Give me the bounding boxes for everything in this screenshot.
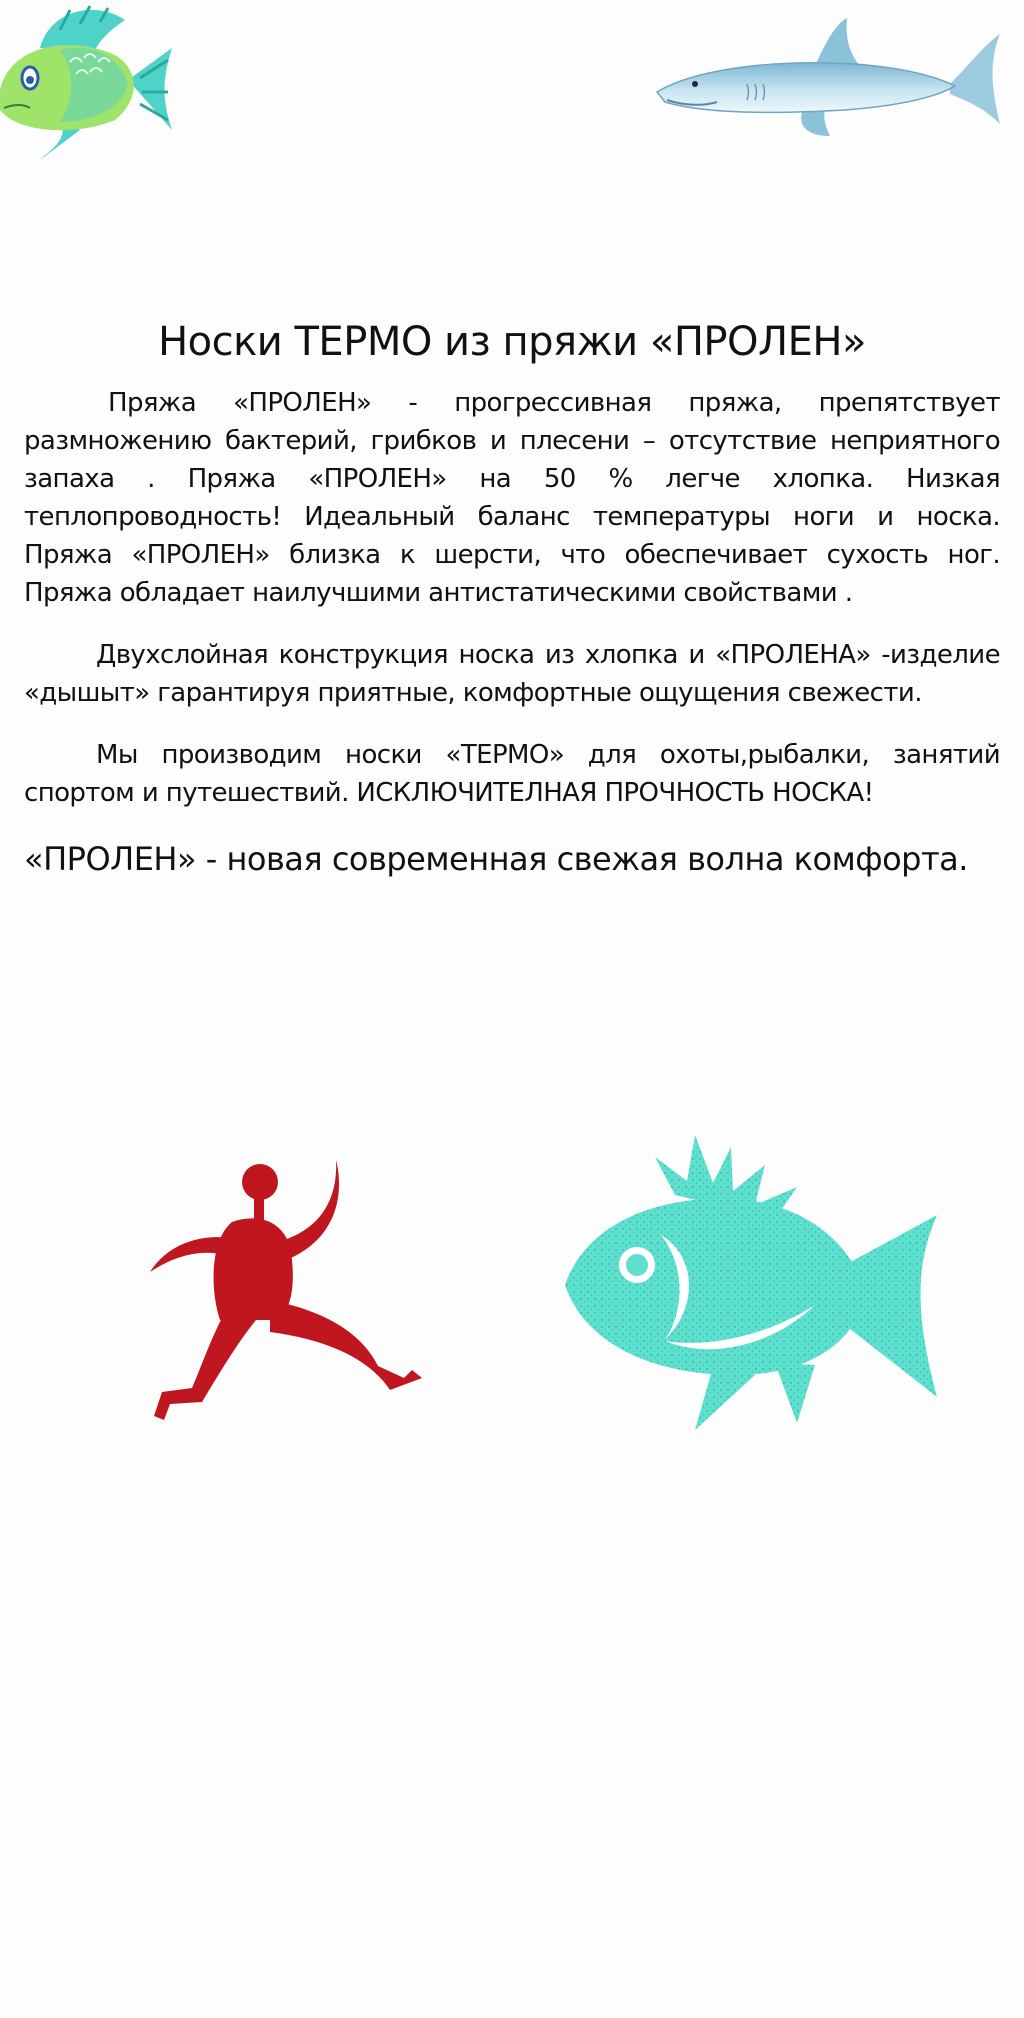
shark-icon — [655, 14, 1007, 142]
spiky-fish-icon — [565, 1135, 940, 1430]
paragraph-yarn-properties: Пряжа «ПРОЛЕН» - прогрессивная пряжа, препятствует размножению бактерий, грибков и плесени – отсутствие неприятного запаха . Пряжа «ПРОЛЕН» на 50 % легче хлопка. Низкая теплопроводность! Идеальный баланс температуры ноги и носка. Пряжа «ПРОЛЕН» близка к шерсти, что обеспечивает сухость ног. Пряжа обладает наилучшими антистатическими свойствами . — [24, 388, 1000, 608]
slogan: «ПРОЛЕН» - новая современная свежая волна комфорта. — [24, 840, 968, 878]
document-title: Носки ТЕРМО из пряжи «ПРОЛЕН» — [158, 319, 866, 365]
paragraph-usage: Мы производим носки «ТЕРМО» для охоты,рыбалки, занятий спортом и путешествий. ИСКЛЮЧИТЕЛНАЯ ПРОЧНОСТЬ НОСКА! — [24, 740, 1000, 808]
running-man-icon — [150, 1160, 440, 1430]
cartoon-fish-icon — [0, 0, 175, 160]
document-body — [24, 318, 1000, 882]
paragraph-construction: Двухслойная конструкция носка из хлопка и «ПРОЛЕНА» -изделие «дышыт» гарантируя приятные, комфортные ощущения свежести. — [24, 640, 1000, 708]
